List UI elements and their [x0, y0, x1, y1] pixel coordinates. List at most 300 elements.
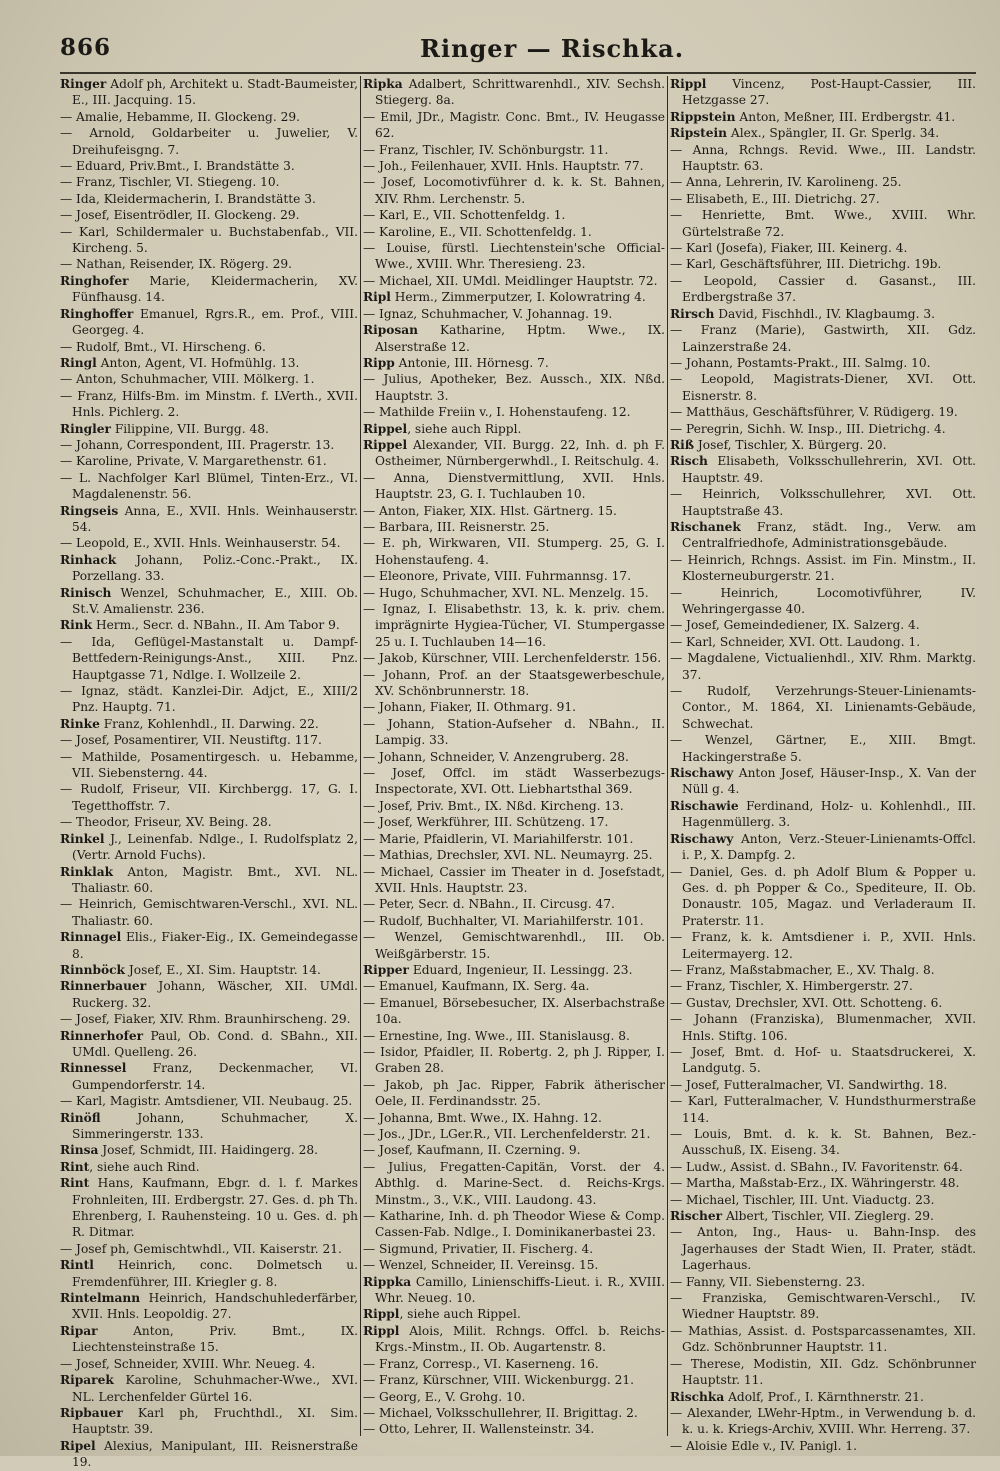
- directory-entry: [363, 1241, 665, 1257]
- directory-entry: [670, 1438, 976, 1454]
- entry-text: Johann, Wäscher, XII. UMdl. Ruckerg. 32.: [72, 979, 358, 1010]
- directory-entry: [60, 453, 358, 469]
- entry-text: Anton, Magistr. Bmt., XVI. NL. Thaliastr. 60.: [72, 864, 358, 895]
- entry-surname: Rischawie: [670, 798, 739, 813]
- directory-entry: [670, 437, 976, 453]
- entry-text: — Peter, Secr. d. NBahn., II. Circusg. 47.: [363, 897, 615, 912]
- entry-text: — Josef, Bmt. d. Hof- u. Staatsdruckerei, X. Landgutg. 5.: [670, 1044, 976, 1076]
- directory-entry: [363, 1274, 665, 1307]
- directory-entry: [60, 1405, 358, 1438]
- entry-surname: Ripar: [60, 1323, 98, 1338]
- directory-entry: [670, 207, 976, 240]
- entry-text: , siehe auch Rippl.: [407, 421, 522, 436]
- directory-entry: [60, 339, 358, 355]
- directory-entry: [60, 978, 358, 1011]
- entry-text: Herm., Secr. d. NBahn., II. Am Tabor 9.: [92, 618, 340, 633]
- column-3: [670, 76, 976, 1453]
- directory-entry: [60, 470, 358, 503]
- directory-entry: [670, 76, 976, 109]
- directory-entry: [363, 1389, 665, 1405]
- entry-surname: Rinöfl: [60, 1110, 101, 1125]
- entry-text: Eduard, Ingenieur, II. Lessingg. 23.: [408, 962, 633, 977]
- entry-text: — Mathilde, Posamentirgesch. u. Hebamme, VII. Siebensterng. 44.: [60, 749, 358, 781]
- entry-text: — Henriette, Bmt. Wwe., XVIII. Whr. Gürtelstraße 72.: [670, 208, 976, 239]
- directory-entry: [363, 749, 665, 765]
- directory-entry: [363, 207, 665, 223]
- entry-text: — Franz, Tischler, VI. Stiegeng. 10.: [60, 175, 280, 190]
- entry-surname: Rischka: [670, 1389, 725, 1404]
- entry-surname: Rirsch: [670, 306, 715, 321]
- entry-text: — Michael, Cassier im Theater in d. Josefstadt, XVII. Hnls. Hauptstr. 23.: [363, 864, 665, 895]
- entry-text: — Mathias, Drechsler, XVI. NL. Neumayrg. 25.: [363, 848, 653, 863]
- entry-text: Marie, Kleidermacherin, XV. Fünfhausg. 14.: [72, 273, 358, 305]
- entry-text: Franz, Deckenmacher, VI. Gumpendorferstr. 14.: [72, 1061, 358, 1092]
- entry-text: — Josef, Locomotivführer d. k. k. St. Bahnen, XIV. Rhm. Lerchenstr. 5.: [363, 175, 665, 206]
- entry-surname: Ripl: [363, 290, 391, 305]
- entry-surname: Rischanek: [670, 519, 741, 534]
- entry-text: — Josef, Schneider, XVIII. Whr. Neueg. 4.: [60, 1356, 316, 1371]
- directory-entry: [60, 749, 358, 782]
- directory-entry: [363, 1142, 665, 1158]
- entry-text: Heinrich, Handschuhlederfärber, XVII. Hnls. Leopoldig. 27.: [72, 1291, 358, 1322]
- directory-entry: [363, 289, 665, 305]
- entry-text: — Karl, Schildermaler u. Buchstabenfab., VII. Kircheng. 5.: [60, 224, 358, 256]
- entry-surname: Rischawy: [670, 831, 734, 846]
- entry-text: Josef, Schmidt, III. Haidingerg. 28.: [98, 1143, 319, 1158]
- directory-entry: [363, 240, 665, 273]
- directory-entry: [670, 453, 976, 486]
- entry-text: — Anna, Lehrerin, IV. Karolineng. 25.: [670, 175, 902, 190]
- entry-text: — Amalie, Hebamme, II. Glockeng. 29.: [60, 109, 300, 124]
- directory-entry: [363, 109, 665, 142]
- directory-entry: [60, 207, 358, 223]
- directory-entry: [670, 1208, 976, 1224]
- entry-text: Elisabeth, Volksschullehrerin, XVI. Ott. Hauptstr. 49.: [682, 454, 976, 485]
- entry-text: Herm., Zimmerputzer, I. Kolowratring 4.: [390, 290, 646, 305]
- entry-text: — Georg, E., V. Grohg. 10.: [363, 1389, 526, 1404]
- directory-entry: [363, 273, 665, 289]
- column-divider: [360, 76, 361, 1436]
- entry-text: — Wenzel, Gemischtwarenhdl., III. Ob. Weißgärberstr. 15.: [363, 930, 665, 961]
- entry-text: — Martha, Maßstab-Erz., IX. Währingerstr. 48.: [670, 1176, 960, 1191]
- entry-text: — Karl, Schneider, XVI. Ott. Laudong. 1.: [670, 634, 921, 649]
- entry-text: — Anton, Ing., Haus- u. Bahn-Insp. des Jagerhauses der Stadt Wien, II. Prater, städt. Lagerhaus.: [670, 1225, 976, 1273]
- entry-text: — Heinrich, Locomotivführer, IV. Wehringergasse 40.: [670, 585, 976, 616]
- entry-surname: Ringer: [60, 77, 107, 91]
- entry-surname: Ringseis: [60, 503, 119, 518]
- entry-text: — Josef, Gemeindediener, IX. Salzerg. 4.: [670, 618, 920, 633]
- directory-entry: [60, 864, 358, 897]
- directory-entry: [363, 355, 665, 371]
- entry-text: — Ludw., Assist. d. SBahn., IV. Favoritenstr. 64.: [670, 1159, 963, 1174]
- directory-entry: [60, 256, 358, 272]
- directory-entry: [363, 716, 665, 749]
- directory-entry: [363, 978, 665, 994]
- entry-surname: Riposan: [363, 323, 419, 338]
- entry-text: — Franz, Hilfs-Bm. im Minstm. f. LVerth., XVII. Hnls. Pichlerg. 2.: [60, 388, 358, 420]
- entry-text: — Rudolf, Verzehrungs-Steuer-Linienamts-Contor., M. 1864, XI. Linienamts-Gebäude, Schwechat.: [670, 684, 976, 731]
- directory-entry: [670, 798, 976, 831]
- entry-text: — Heinrich, Rchngs. Assist. im Fin. Minstm., II. Klosterneuburgerstr. 21.: [670, 552, 976, 584]
- entry-surname: Rinklak: [60, 864, 114, 879]
- directory-entry: [670, 371, 976, 404]
- entry-surname: Rint: [60, 1159, 90, 1174]
- entry-text: — Johanna, Bmt. Wwe., IX. Hahng. 12.: [363, 1110, 602, 1125]
- directory-entry: [670, 1093, 976, 1126]
- entry-text: — Heinrich, Gemischtwaren-Verschl., XVI. NL. Thaliastr. 60.: [60, 897, 358, 928]
- directory-entry: [670, 1405, 976, 1438]
- directory-entry: [363, 699, 665, 715]
- entry-surname: Rinnerbauer: [60, 979, 147, 994]
- entry-text: — Theodor, Friseur, XV. Being. 28.: [60, 815, 272, 830]
- directory-entry: [363, 847, 665, 863]
- entry-surname: Rippka: [363, 1274, 412, 1289]
- entry-surname: Ringler: [60, 421, 111, 436]
- directory-entry: [670, 995, 976, 1011]
- directory-entry: [670, 1274, 976, 1290]
- entry-text: Emanuel, Rgrs.R., em. Prof., VIII. Georgeg. 4.: [72, 306, 358, 338]
- directory-entry: [670, 355, 976, 371]
- entry-text: — Magdalene, Victualienhdl., XIV. Rhm. Marktg. 37.: [670, 651, 976, 682]
- directory-entry: [363, 864, 665, 897]
- entry-text: — Rudolf, Bmt., VI. Hirscheng. 6.: [60, 339, 266, 354]
- entry-text: — Peregrin, Sichh. W. Insp., III. Dietrichg. 4.: [670, 421, 946, 436]
- entry-text: — Barbara, III. Reisnerstr. 25.: [363, 519, 550, 534]
- entry-text: — Emanuel, Börsebesucher, IX. Alserbachstraße 10a.: [363, 995, 665, 1027]
- directory-entry: [670, 142, 976, 175]
- directory-entry: [670, 732, 976, 765]
- directory-entry: [60, 1372, 358, 1405]
- directory-entry: [363, 1110, 665, 1126]
- directory-entry: [363, 421, 665, 437]
- entry-text: , siehe auch Rippel.: [399, 1307, 521, 1322]
- entry-text: — Emil, JDr., Magistr. Conc. Bmt., IV. Heugasse 62.: [363, 109, 665, 141]
- entry-surname: Ripp: [363, 355, 395, 370]
- entry-text: — Eduard, Priv.Bmt., I. Brandstätte 3.: [60, 159, 295, 174]
- directory-entry: [670, 1323, 976, 1356]
- directory-entry: [363, 503, 665, 519]
- directory-entry: [60, 929, 358, 962]
- entry-text: — Anton, Fiaker, XIX. Hlst. Gärtnerg. 15.: [363, 503, 617, 518]
- directory-entry: [670, 404, 976, 420]
- entry-surname: Ringhofer: [60, 273, 129, 288]
- entry-text: , siehe auch Rind.: [89, 1159, 200, 1174]
- entry-text: — Julius, Apotheker, Bez. Aussch., XIX. Nßd. Hauptstr. 3.: [363, 372, 665, 403]
- entry-text: Johann, Schuhmacher, X. Simmeringerstr. 133.: [72, 1110, 358, 1141]
- entry-text: Alois, Milit. Rchngs. Offcl. b. Reichs-Krgs.-Minstm., II. Ob. Augartenstr. 8.: [375, 1323, 665, 1355]
- entry-text: — Ignaz, Schuhmacher, V. Johannag. 19.: [363, 306, 613, 321]
- directory-entry: [363, 1126, 665, 1142]
- entry-text: Camillo, Linienschiffs-Lieut. i. R., XVIII. Whr. Neueg. 10.: [375, 1274, 665, 1306]
- directory-entry: [60, 1159, 358, 1175]
- directory-entry: [670, 1290, 976, 1323]
- directory-entry: [363, 896, 665, 912]
- entry-text: — Sigmund, Privatier, II. Fischerg. 4.: [363, 1241, 594, 1256]
- directory-entry: [363, 322, 665, 355]
- directory-entry: [670, 552, 976, 585]
- entry-text: — Karl, E., VII. Schottenfeldg. 1.: [363, 208, 566, 223]
- entry-text: Alex., Spängler, II. Gr. Sperlg. 34.: [727, 126, 940, 141]
- entry-text: — Ignaz, I. Elisabethstr. 13, k. k. priv. chem. imprägnirte Hygiea-Tücher, VI. Stumpergasse 25 u. I. Tuchlauben 14—16.: [363, 602, 665, 649]
- entry-text: — Franz, Tischler, X. Himbergerstr. 27.: [670, 979, 913, 994]
- entry-text: — Rudolf, Buchhalter, VI. Mariahilferstr. 101.: [363, 913, 644, 928]
- entry-text: — Otto, Lehrer, II. Wallensteinstr. 34.: [363, 1422, 595, 1437]
- entry-text: — Anton, Schuhmacher, VIII. Mölkerg. 1.: [60, 372, 315, 387]
- directory-entry: [60, 732, 358, 748]
- entry-text: — Louis, Bmt. d. k. k. St. Bahnen, Bez.-Ausschuß, IX. Eiseng. 34.: [670, 1127, 976, 1158]
- entry-text: Karl ph, Fruchthdl., XI. Sim. Hauptstr. 39.: [72, 1405, 358, 1437]
- entry-text: — Josef, Fiaker, XIV. Rhm. Braunhirscheng. 29.: [60, 1012, 351, 1027]
- entry-text: Anton, Priv. Bmt., IX. Liechtensteinstraße 15.: [72, 1323, 358, 1355]
- directory-entry: [60, 224, 358, 257]
- entry-text: — Jakob, ph Jac. Ripper, Fabrik ätherischer Oele, II. Ferdinandsstr. 25.: [363, 1077, 665, 1109]
- directory-entry: [670, 240, 976, 256]
- entry-surname: Rippl: [363, 1323, 400, 1338]
- entry-text: — Josef, Kaufmann, II. Czerning. 9.: [363, 1143, 581, 1158]
- directory-entry: [670, 306, 976, 322]
- entry-text: — Fanny, VII. Siebensterng. 23.: [670, 1274, 866, 1289]
- entry-surname: Rippel: [363, 437, 408, 452]
- directory-entry: [670, 191, 976, 207]
- entry-surname: Rinnböck: [60, 962, 125, 977]
- directory-entry: [363, 1208, 665, 1241]
- column-2: [363, 76, 665, 1436]
- directory-entry: [363, 142, 665, 158]
- entry-text: — Johann (Franziska), Blumenmacher, XVII. Hnls. Stiftg. 106.: [670, 1012, 976, 1043]
- directory-entry: [60, 1060, 358, 1093]
- entry-surname: Riß: [670, 437, 695, 452]
- entry-text: — Daniel, Ges. d. ph Adolf Blum & Popper u. Ges. d. ph Popper & Co., Spediteure, II. Ob. Donaustr. 105, Magaz. und Verladeraum II. Praterstr. 11.: [670, 864, 976, 928]
- directory-entry: [60, 503, 358, 536]
- directory-entry: [60, 617, 358, 633]
- page-header: [60, 34, 976, 74]
- directory-entry: [60, 831, 358, 864]
- entry-text: Anna, E., XVII. Hnls. Weinhauserstr. 54.: [72, 503, 358, 534]
- entry-text: Anton, Meßner, III. Erdbergstr. 41.: [735, 109, 956, 124]
- directory-entry: [60, 273, 358, 306]
- entry-text: Franz, Kohlenhdl., II. Darwing. 22.: [99, 716, 319, 731]
- directory-entry: [60, 1323, 358, 1356]
- entry-text: Katharine, Hptm. Wwe., IX. Alserstraße 12.: [375, 323, 665, 354]
- entry-surname: Rippl: [670, 77, 707, 91]
- directory-columns: [60, 76, 976, 1470]
- directory-entry: [670, 585, 976, 618]
- entry-text: — Ida, Geflügel-Mastanstalt u. Dampf-Bettfedern-Reinigungs-Anst., XIII. Pnz. Hauptgasse 71, Ndlge. I. Wollzeile 2.: [60, 634, 358, 682]
- entry-text: — Rudolf, Friseur, VII. Kirchbergg. 17, G. I. Tegetthoffstr. 7.: [60, 782, 358, 813]
- directory-entry: [363, 765, 665, 798]
- directory-entry: [60, 634, 358, 683]
- entry-text: — Therese, Modistin, XII. Gdz. Schönbrunner Hauptstr. 11.: [670, 1356, 976, 1388]
- directory-entry: [60, 962, 358, 978]
- entry-text: — Nathan, Reisender, IX. Rögerg. 29.: [60, 257, 292, 272]
- directory-entry: [363, 568, 665, 584]
- directory-entry: [363, 535, 665, 568]
- directory-entry: [60, 552, 358, 585]
- entry-text: — Eleonore, Private, VIII. Fuhrmannsg. 17.: [363, 569, 631, 584]
- column-1: [60, 76, 358, 1470]
- directory-entry: [363, 1356, 665, 1372]
- entry-text: — Karoline, Private, V. Margarethenstr. 61.: [60, 454, 327, 469]
- directory-entry: [60, 585, 358, 618]
- directory-entry: [363, 1372, 665, 1388]
- entry-text: — Heinrich, Volksschullehrer, XVI. Ott. Hauptstraße 43.: [670, 487, 976, 518]
- directory-entry: [670, 978, 976, 994]
- entry-surname: Rippl: [363, 1307, 400, 1322]
- entry-text: — Gustav, Drechsler, XVI. Ott. Schotteng. 6.: [670, 995, 943, 1010]
- entry-text: — Karl (Josefa), Fiaker, III. Keinerg. 4.: [670, 241, 908, 256]
- entry-text: — Jakob, Kürschner, VIII. Lerchenfelderstr. 156.: [363, 651, 662, 666]
- entry-surname: Rintl: [60, 1258, 94, 1273]
- header-rule: [60, 72, 976, 74]
- directory-entry: [60, 174, 358, 190]
- entry-surname: Ripbauer: [60, 1405, 123, 1420]
- entry-text: — Marie, Pfaidlerin, VI. Mariahilferstr. 101.: [363, 831, 634, 846]
- entry-text: Vincenz, Post-Haupt-Cassier, III. Hetzgasse 27.: [682, 77, 976, 108]
- entry-text: David, Fischhdl., IV. Klagbaumg. 3.: [714, 306, 935, 321]
- directory-entry: [60, 1241, 358, 1257]
- directory-entry: [60, 125, 358, 158]
- entry-surname: Ripper: [363, 962, 409, 977]
- directory-entry: [60, 683, 358, 716]
- entry-text: — Karl, Geschäftsführer, III. Dietrichg. 19b.: [670, 257, 942, 272]
- directory-entry: [60, 1356, 358, 1372]
- directory-entry: [670, 650, 976, 683]
- directory-entry: [363, 404, 665, 420]
- directory-entry: [670, 1126, 976, 1159]
- entry-text: — Wenzel, Gärtner, E., XIII. Bmgt. Hackingerstraße 5.: [670, 733, 976, 764]
- entry-surname: Rischer: [670, 1209, 723, 1224]
- entry-text: Alexander, VII. Burgg. 22, Inh. d. ph F. Ostheimer, Nürnbergerwhdl., I. Reitschulg. 4.: [375, 437, 665, 469]
- directory-entry: [60, 1175, 358, 1241]
- directory-entry: [363, 1306, 665, 1322]
- entry-text: — Matthäus, Geschäftsführer, V. Rüdigerg. 19.: [670, 405, 958, 420]
- directory-entry: [60, 814, 358, 830]
- directory-entry: [60, 355, 358, 371]
- directory-entry: [363, 650, 665, 666]
- directory-entry: [363, 1159, 665, 1208]
- entry-text: Wenzel, Schuhmacher, E., XIII. Ob. St.V. Amalienstr. 236.: [72, 585, 358, 616]
- page-title: Ringer — Rischka.: [420, 34, 685, 63]
- directory-entry: [60, 781, 358, 814]
- entry-surname: Rinhack: [60, 552, 117, 567]
- entry-surname: Ringhoffer: [60, 306, 134, 321]
- directory-entry: [60, 388, 358, 421]
- directory-entry: [363, 798, 665, 814]
- directory-entry: [363, 1323, 665, 1356]
- directory-entry: [670, 1356, 976, 1389]
- entry-text: Adalbert, Schrittwarenhdl., XIV. Sechsh. Stiegerg. 8a.: [375, 77, 665, 108]
- entry-text: — Franz, Corresp., VI. Kaserneng. 16.: [363, 1356, 599, 1371]
- directory-entry: [60, 1142, 358, 1158]
- directory-entry: [363, 76, 665, 109]
- entry-text: Josef, E., XI. Sim. Hauptstr. 14.: [125, 962, 321, 977]
- directory-entry: [60, 1290, 358, 1323]
- directory-entry: [363, 995, 665, 1028]
- directory-entry: [60, 109, 358, 125]
- entry-surname: Rippstein: [670, 109, 736, 124]
- directory-entry: [670, 962, 976, 978]
- entry-text: — Wenzel, Schneider, II. Vereinsg. 15.: [363, 1258, 599, 1273]
- directory-entry: [60, 1028, 358, 1061]
- entry-text: Filippine, VII. Burgg. 48.: [110, 421, 269, 436]
- column-divider: [667, 76, 668, 1436]
- entry-text: — Johann, Correspondent, III. Pragerstr. 13.: [60, 437, 335, 452]
- directory-entry: [670, 109, 976, 125]
- entry-surname: Ripel: [60, 1438, 96, 1453]
- entry-text: — Joh., Feilenhauer, XVII. Hnls. Hauptstr. 77.: [363, 159, 644, 174]
- entry-text: — Karl, Futteralmacher, V. Hundsthurmerstraße 114.: [670, 1094, 976, 1125]
- directory-entry: [670, 174, 976, 190]
- directory-entry: [60, 158, 358, 174]
- entry-text: — Emanuel, Kaufmann, IX. Serg. 4a.: [363, 979, 590, 994]
- directory-entry: [60, 896, 358, 929]
- entry-text: — Julius, Fregatten-Capitän, Vorst. der 4. Abthlg. d. Marine-Sect. d. Reichs-Krgs. Minstm., 3., V.K., VIII. Laudong. 43.: [363, 1159, 665, 1207]
- entry-text: — Isidor, Pfaidler, II. Robertg. 2, ph J. Ripper, I. Graben 28.: [363, 1044, 665, 1076]
- entry-text: — L. Nachfolger Karl Blümel, Tinten-Erz., VI. Magdalenenstr. 56.: [60, 470, 358, 502]
- entry-text: Hans, Kaufmann, Ebgr. d. l. f. Markes Frohnleiten, III. Erdbergstr. 27. Ges. d. ph Th. Ehrenberg, I. Rauhensteing. 10 u. Ges. d. ph R. Ditmar.: [72, 1176, 358, 1240]
- entry-text: — Johann, Prof. an der Staatsgewerbeschule, XV. Schönbrunnerstr. 18.: [363, 667, 665, 699]
- entry-text: — Anna, Dienstvermittlung, XVII. Hnls. Hauptstr. 23, G. I. Tuchlauben 10.: [363, 470, 665, 502]
- directory-entry: [670, 1192, 976, 1208]
- directory-entry: [670, 1389, 976, 1405]
- directory-entry: [60, 1011, 358, 1027]
- entry-text: Adolf ph, Architekt u. Stadt-Baumeister, E., III. Jacquing. 15.: [72, 77, 358, 108]
- entry-text: Albert, Tischler, VII. Zieglerg. 29.: [722, 1209, 934, 1224]
- entry-text: — Hugo, Schuhmacher, XVI. NL. Menzelg. 15.: [363, 585, 649, 600]
- entry-text: — Franz, Tischler, IV. Schönburgstr. 11.: [363, 142, 609, 157]
- entry-text: Antonie, III. Hörnesg. 7.: [394, 355, 549, 370]
- directory-entry: [363, 158, 665, 174]
- entry-text: J., Leinenfab. Ndlge., I. Rudolfsplatz 2, (Vertr. Arnold Fuchs).: [72, 831, 358, 863]
- directory-entry: [670, 273, 976, 306]
- directory-entry: [363, 831, 665, 847]
- entry-text: — Jos., JDr., LGer.R., VII. Lerchenfelderstr. 21.: [363, 1127, 651, 1141]
- directory-entry: [670, 929, 976, 962]
- entry-text: — Josef, Werkführer, III. Schützeng. 17.: [363, 815, 609, 830]
- directory-entry: [363, 224, 665, 240]
- entry-text: — Leopold, E., XVII. Hnls. Weinhauserstr. 54.: [60, 536, 341, 551]
- directory-entry: [670, 1224, 976, 1273]
- directory-entry: [363, 1028, 665, 1044]
- directory-entry: [670, 421, 976, 437]
- entry-surname: Rink: [60, 618, 93, 633]
- directory-entry: [670, 1044, 976, 1077]
- directory-entry: [363, 174, 665, 207]
- entry-text: — Michael, Volksschullehrer, II. Brigittag. 2.: [363, 1405, 638, 1420]
- directory-entry: [670, 831, 976, 864]
- directory-entry: [670, 322, 976, 355]
- directory-entry: [60, 716, 358, 732]
- directory-entry: [363, 371, 665, 404]
- directory-entry: [363, 962, 665, 978]
- directory-entry: [670, 125, 976, 141]
- entry-text: Heinrich, conc. Dolmetsch u. Fremdenführer, III. Kriegler g. 8.: [72, 1258, 358, 1289]
- entry-surname: Rint: [60, 1176, 90, 1191]
- directory-entry: [363, 1257, 665, 1273]
- directory-entry: [60, 1110, 358, 1143]
- directory-entry: [363, 1044, 665, 1077]
- entry-surname: Rinnagel: [60, 930, 122, 945]
- directory-entry: [60, 371, 358, 387]
- directory-entry: [670, 864, 976, 930]
- directory-entry: [363, 437, 665, 470]
- entry-text: — E. ph, Wirkwaren, VII. Stumperg. 25, G. I. Hohenstaufeng. 4.: [363, 536, 665, 567]
- directory-entry: [670, 1077, 976, 1093]
- entry-surname: Risch: [670, 454, 708, 469]
- directory-entry: [363, 519, 665, 535]
- directory-entry: [363, 470, 665, 503]
- entry-text: — Johann, Station-Aufseher d. NBahn., II. Lampig. 33.: [363, 716, 665, 748]
